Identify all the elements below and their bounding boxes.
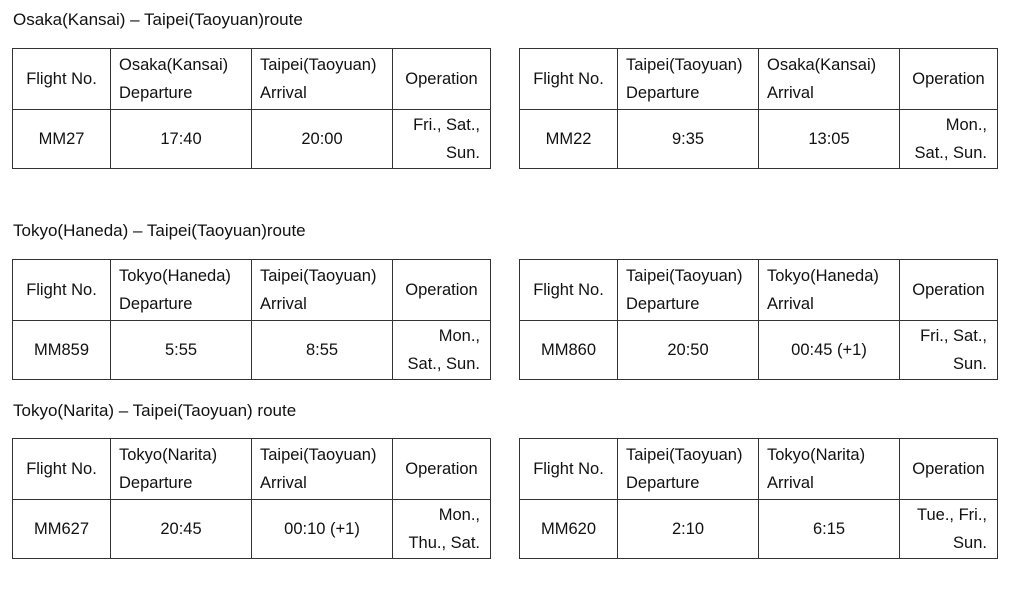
departure-time: 5:55 [111,321,252,380]
header-flight-no: Flight No. [520,439,618,500]
flight-number: MM627 [13,500,111,559]
header-operation: Operation [900,439,998,500]
table-header-row [13,260,491,321]
header-operation: Operation [393,439,491,500]
table-header-row [520,439,998,500]
operation-days: Mon., Thu., Sat. [393,500,491,559]
schedule-table-haneda-inbound [519,259,998,380]
header-arrival: Osaka(Kansai) Arrival [759,49,900,110]
table-row [13,110,491,169]
departure-time: 9:35 [618,110,759,169]
route-title-narita: Tokyo(Narita) – Taipei(Taoyuan) route [13,401,297,420]
header-departure: Taipei(Taoyuan) Departure [618,49,759,110]
header-departure: Taipei(Taoyuan) Departure [618,260,759,321]
header-arrival: Taipei(Taoyuan) Arrival [252,439,393,500]
schedule-table-osaka-inbound [519,48,998,169]
departure-time: 20:45 [111,500,252,559]
arrival-time: 6:15 [759,500,900,559]
table-row [520,500,998,559]
departure-time: 2:10 [618,500,759,559]
flight-number: MM22 [520,110,618,169]
header-flight-no: Flight No. [13,439,111,500]
route-title-haneda: Tokyo(Haneda) – Taipei(Taoyuan)route [13,221,306,240]
schedule-table-narita-inbound [519,438,998,559]
header-operation: Operation [393,260,491,321]
table-header-row [520,260,998,321]
arrival-time: 00:45 (+1) [759,321,900,380]
header-arrival: Tokyo(Narita) Arrival [759,439,900,500]
table-header-row [13,439,491,500]
flight-number: MM859 [13,321,111,380]
header-operation: Operation [900,49,998,110]
header-departure: Osaka(Kansai) Departure [111,49,252,110]
header-arrival: Taipei(Taoyuan) Arrival [252,49,393,110]
schedule-table-osaka-outbound [12,48,491,169]
header-flight-no: Flight No. [520,260,618,321]
flight-number: MM27 [13,110,111,169]
flight-number: MM620 [520,500,618,559]
operation-days: Fri., Sat., Sun. [393,110,491,169]
header-departure: Taipei(Taoyuan) Departure [618,439,759,500]
operation-days: Fri., Sat., Sun. [900,321,998,380]
table-row [520,321,998,380]
header-operation: Operation [393,49,491,110]
schedule-table-haneda-outbound [12,259,491,380]
table-row [13,500,491,559]
table-row [520,110,998,169]
route-title-osaka: Osaka(Kansai) – Taipei(Taoyuan)route [13,10,303,29]
operation-days: Tue., Fri., Sun. [900,500,998,559]
table-row [13,321,491,380]
header-flight-no: Flight No. [13,260,111,321]
table-header-row [13,49,491,110]
header-arrival: Taipei(Taoyuan) Arrival [252,260,393,321]
header-departure: Tokyo(Narita) Departure [111,439,252,500]
operation-days: Mon., Sat., Sun. [900,110,998,169]
table-header-row [520,49,998,110]
arrival-time: 13:05 [759,110,900,169]
arrival-time: 20:00 [252,110,393,169]
header-operation: Operation [900,260,998,321]
flight-number: MM860 [520,321,618,380]
header-arrival: Tokyo(Haneda) Arrival [759,260,900,321]
header-flight-no: Flight No. [520,49,618,110]
arrival-time: 8:55 [252,321,393,380]
arrival-time: 00:10 (+1) [252,500,393,559]
header-departure: Tokyo(Haneda) Departure [111,260,252,321]
schedule-table-narita-outbound [12,438,491,559]
header-flight-no: Flight No. [13,49,111,110]
departure-time: 20:50 [618,321,759,380]
departure-time: 17:40 [111,110,252,169]
operation-days: Mon., Sat., Sun. [393,321,491,380]
